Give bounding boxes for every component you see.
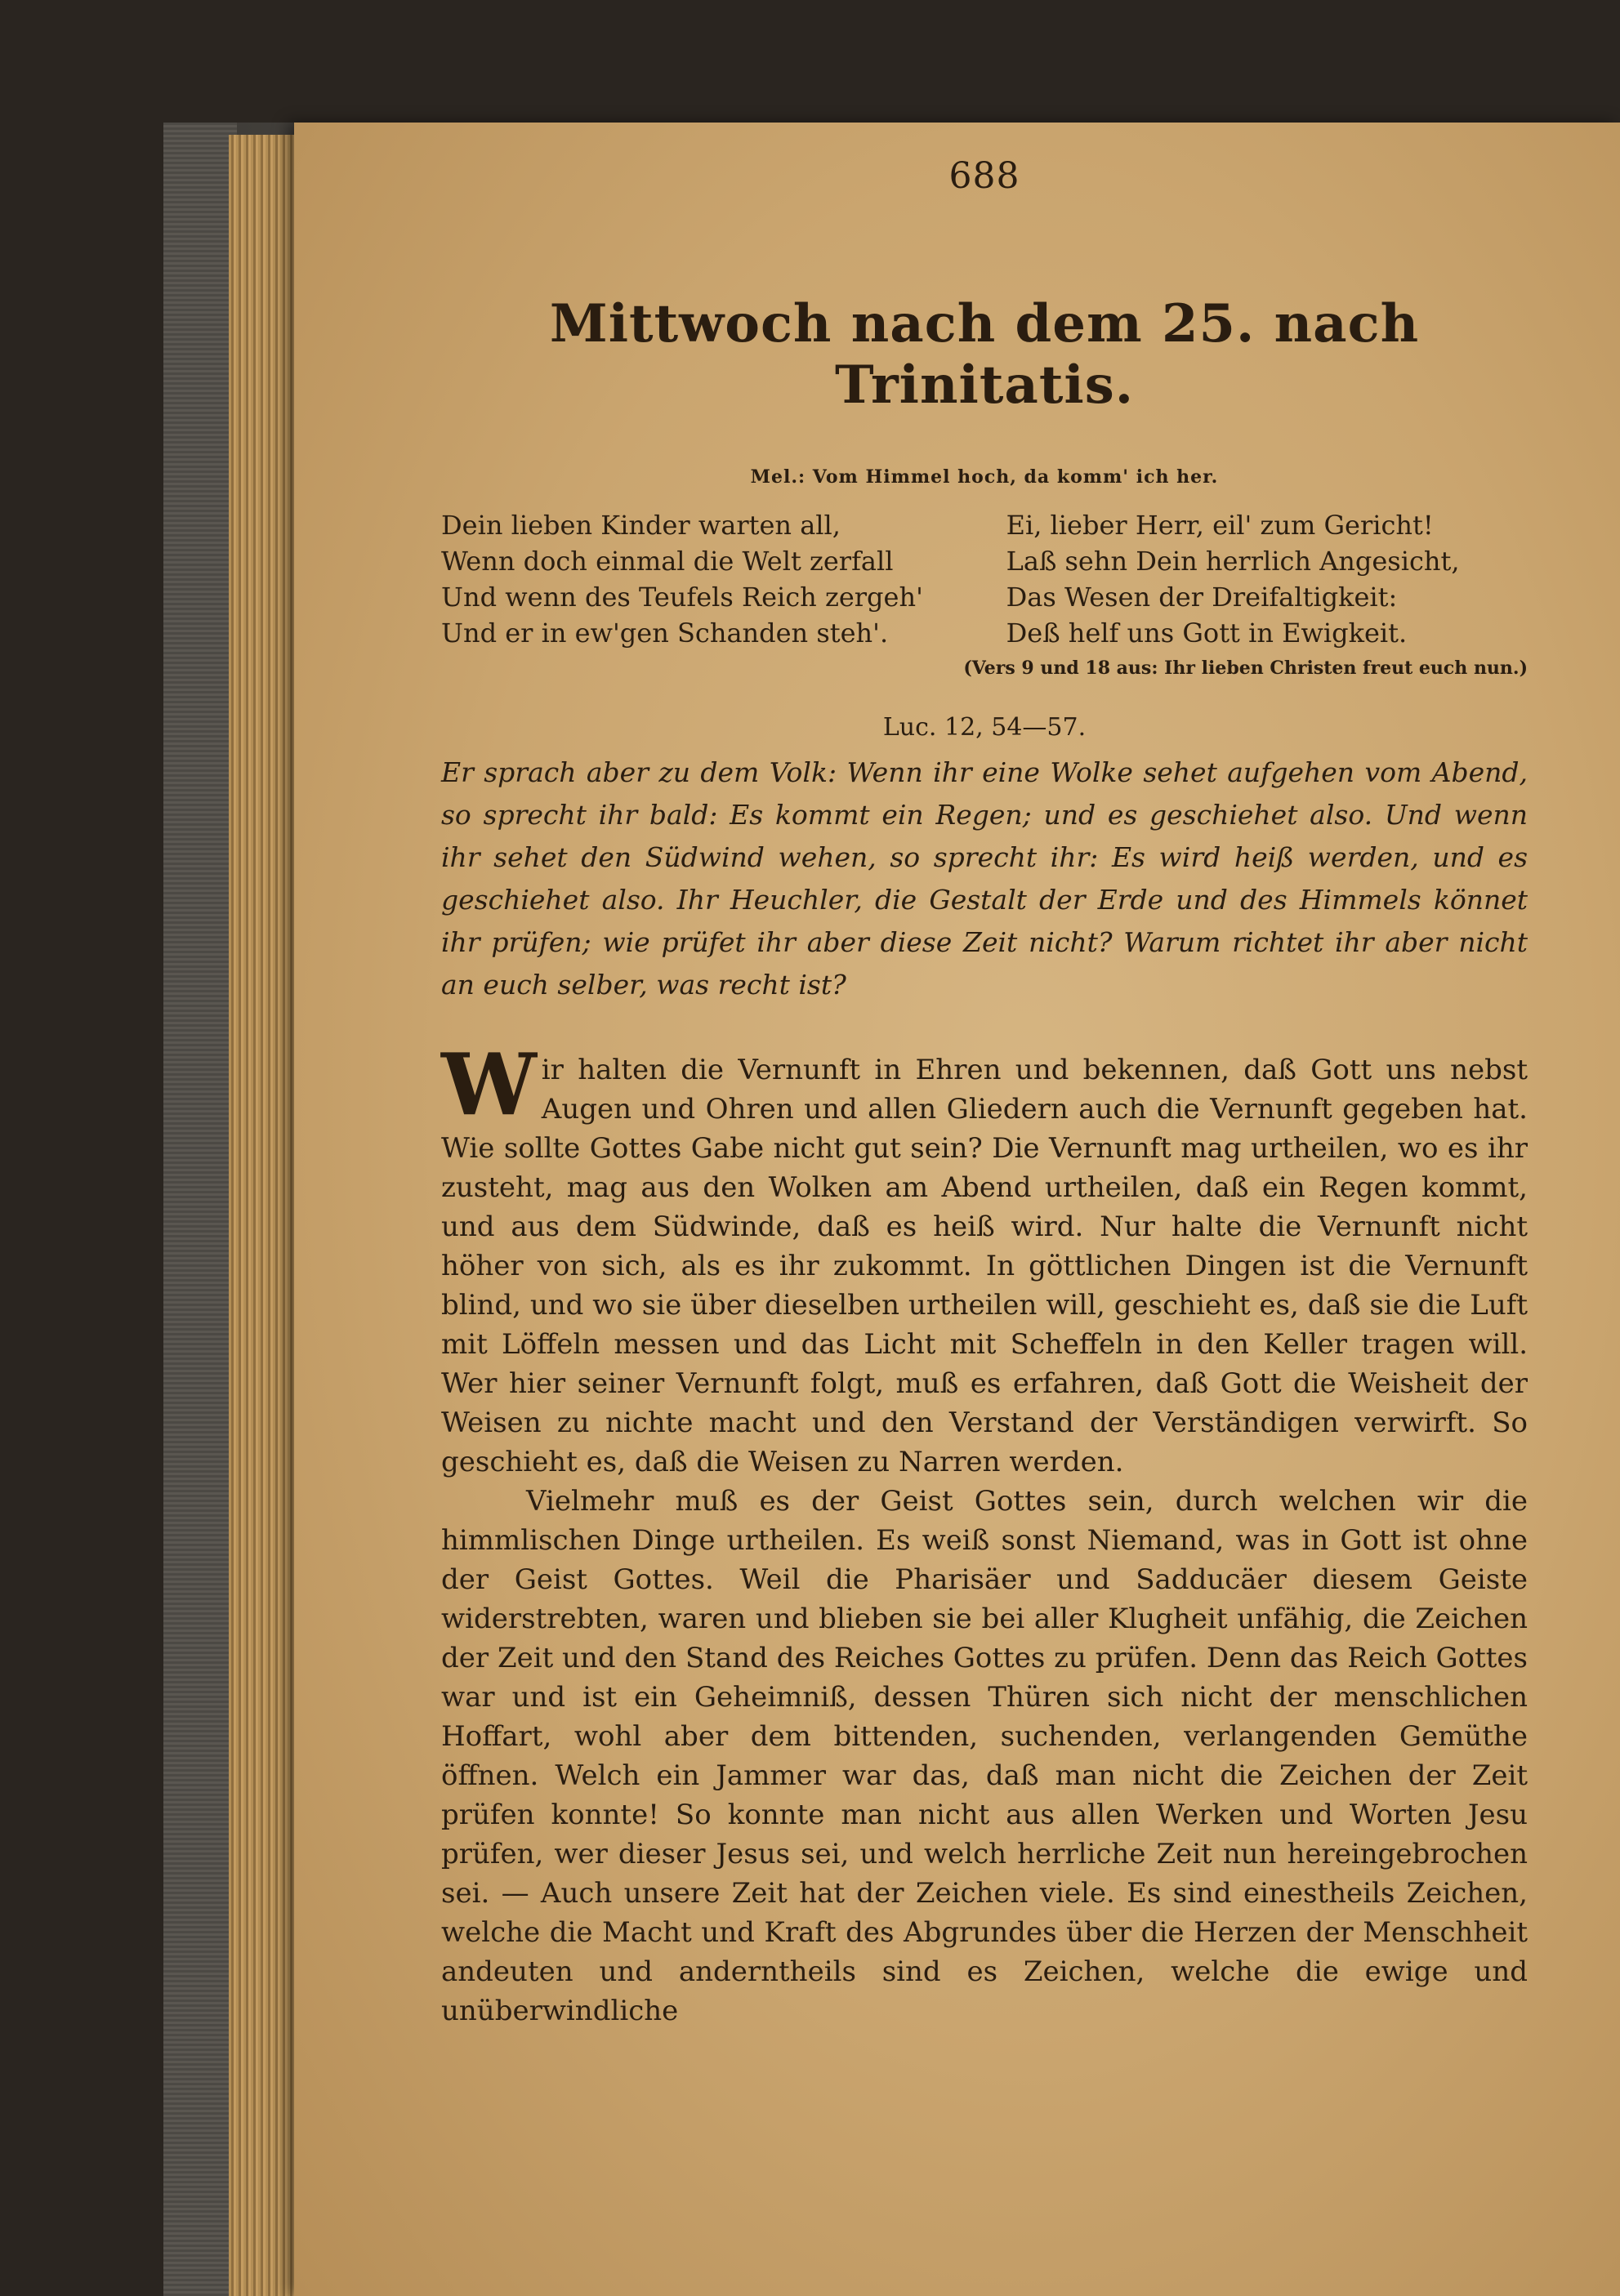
hymn-line: Dein lieben Kinder warten all, bbox=[441, 510, 841, 541]
scripture-reference: Luc. 12, 54—57. bbox=[882, 713, 1087, 742]
melody-line: Mel.: Vom Himmel hoch, da komm' ich her. bbox=[750, 466, 1219, 488]
hymn-verse-left bbox=[441, 507, 962, 651]
hymn-verse-right bbox=[974, 507, 1528, 651]
drop-cap: W bbox=[441, 1034, 537, 1135]
hymn-line: Ei, lieber Herr, eil' zum Gericht! bbox=[1006, 510, 1434, 541]
hymn-source-note: (Vers 9 und 18 aus: Ihr lieben Christen freut euch nun.) bbox=[963, 658, 1528, 679]
page-number: 688 bbox=[948, 155, 1020, 197]
book-spine bbox=[163, 123, 237, 2296]
body-paragraph-2: Vielmehr muß es der Geist Gottes sein, durch welchen wir die himmlischen Dinge urtheilen. Es weiß sonst Niemand, was in Gott ist ohne der Geist Gottes. Weil die Pharisäer und Sadducäer diesem Geiste widerstrebten, waren und blieben sie bei aller Klugheit unfähig, die Zeichen der Zeit und den Stand des Reiches Gottes zu prüfen. Denn das Reich Gottes war und ist ein Geheimniß, dessen Thüren sich nicht der menschlichen Hoffart, wohl aber dem bittenden, suchenden, verlangenden Gemüthe öffnen. Welch ein Jammer war das, daß man nicht die Zeichen der Zeit prüfen konnte! So konnte man nicht aus allen Werken und Worten Jesu prüfen, wer dieser Jesus sei, und welch herrliche Zeit nun hereingebrochen sei. — Auch unsere Zeit hat der Zeichen viele. Es sind einestheils Zeichen, welche die Macht und Kraft des Abgrundes über die Herzen der Menschheit andeuten und anderntheils sind es Zeichen, welche die ewige und unüberwindliche bbox=[441, 1485, 1528, 2027]
hymn-verses bbox=[441, 507, 1528, 651]
hymn-line: Wenn doch einmal die Welt zerfall bbox=[441, 546, 894, 577]
body-paragraph-1-text: ir halten die Vernunft in Ehren und bekennen, daß Gott uns nebst Augen und Ohren und allen Gliedern auch die Vernunft gegeben hat. Wie sollte Gottes Gabe nicht gut sein? Die Vernunft mag urtheilen, wo es ihr zusteht, mag aus den Wolken am Abend urtheilen, daß ein Regen kommt, und aus dem Südwinde, daß es heiß wird. Nur halte die Vernunft nicht höher von sich, als es ihr zukommt. In göttlichen Dingen ist die Vernunft blind, und wo sie über dieselben urtheilen will, geschieht es, daß sie die Luft mit Löffeln messen und das Licht mit Scheffeln in den Keller tragen will. Wer hier seiner Vernunft folgt, muß es erfahren, daß Gott die Weisheit der Weisen zu nichte macht und den Verstand der Verständigen verwirft. So geschieht es, daß die Weisen zu Narren werden. bbox=[441, 1054, 1528, 1478]
hymn-line: Laß sehn Dein herrlich Angesicht, bbox=[1006, 546, 1460, 577]
hymn-line: Deß helf uns Gott in Ewigkeit. bbox=[1006, 617, 1408, 649]
hymn-line: Und er in ew'gen Schanden steh'. bbox=[441, 617, 889, 649]
body-paragraph-1 bbox=[441, 1034, 1528, 1482]
page-title: Mittwoch nach dem 25. nach Trinitatis. bbox=[549, 293, 1420, 416]
page-edges bbox=[229, 135, 302, 2296]
hymn-line: Das Wesen der Dreifaltigkeit: bbox=[1006, 582, 1398, 613]
scripture-text: Er sprach aber zu dem Volk: Wenn ihr eine Wolke sehet aufgehen vom Abend, so sprecht ihr bald: Es kommt ein Regen; und es geschiehet also. Und wenn ihr sehet den Südwind wehen, so sprecht ihr: Es wird heiß werden, und es geschiehet also. Ihr Heuchler, die Gestalt der Erde und des Himmels könnet ihr prüfen; wie prüfet ihr aber diese Zeit nicht? Warum richtet ihr aber nicht an euch selber, was recht ist? bbox=[441, 756, 1528, 1001]
page-content bbox=[441, 155, 1528, 2031]
hymn-line: Und wenn des Teufels Reich zergeh' bbox=[441, 582, 923, 613]
